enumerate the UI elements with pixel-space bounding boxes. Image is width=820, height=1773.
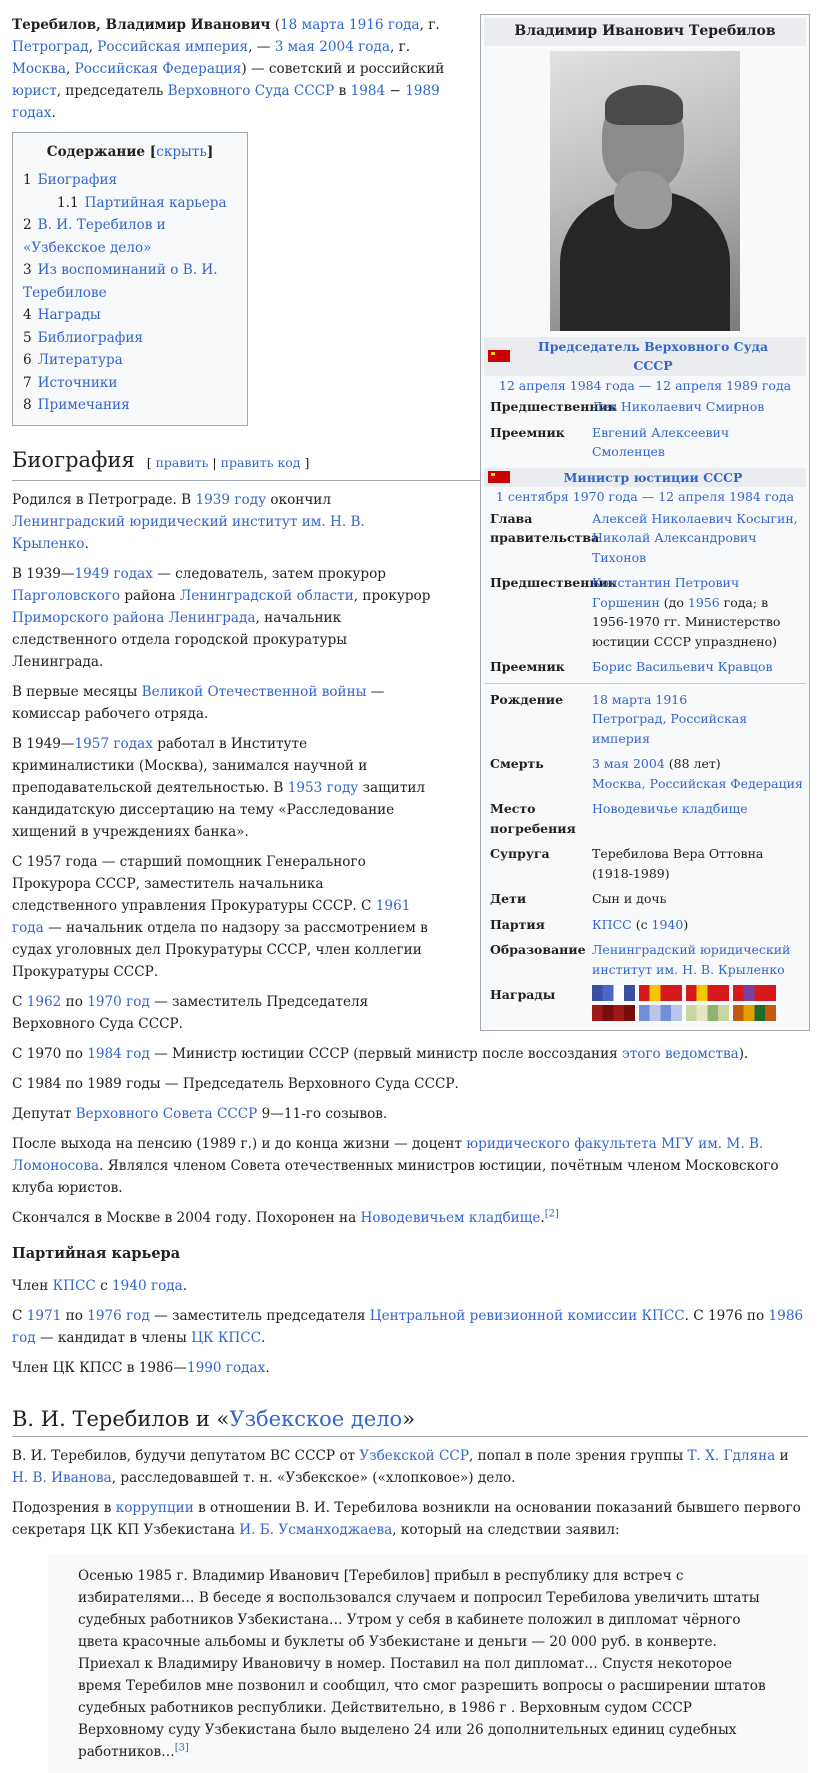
link[interactable]: 1953 году [287, 779, 359, 796]
link[interactable]: этого ведомства [622, 1045, 739, 1062]
award-ribbon-icon[interactable] [639, 1005, 682, 1021]
office-minister-link[interactable]: Министр юстиции СССР [563, 469, 743, 485]
birth-place-link[interactable]: Петроград, Российская империя [592, 711, 748, 746]
paragraph: Депутат Верховного Совета СССР 9—11-го созывов. [12, 1105, 388, 1122]
toc-item-link[interactable]: Библиография [37, 329, 143, 346]
head-of-government-row [484, 509, 806, 568]
spouse-label: Супруга [490, 846, 550, 861]
predecessor-minister-note-2: года; в 1956-1970 гг. Министерство юстиции СССР упразднено) [592, 594, 781, 649]
footnote-ref[interactable]: [3] [174, 1741, 189, 1753]
party-link[interactable]: КПСС [592, 916, 632, 932]
toc-item[interactable] [23, 349, 237, 372]
link[interactable]: Н. В. Иванова [12, 1469, 112, 1486]
edit-link[interactable]: править [155, 454, 209, 470]
birth-country-link[interactable]: Российская империя [97, 39, 249, 55]
toc-item-link[interactable]: Партийная карьера [84, 194, 227, 211]
paragraph: С 1970 по 1984 год — Министр юстиции СССР (первый министр после воссоздания этого ведомства). [12, 1045, 749, 1062]
link[interactable]: 1990 годах [186, 1359, 266, 1376]
toc-item[interactable] [23, 259, 237, 304]
toc-item[interactable] [23, 169, 237, 192]
year-1940-link[interactable]: 1940 [651, 916, 684, 932]
toc-item[interactable] [23, 214, 237, 259]
predecessor-label: Предшественник [490, 399, 617, 414]
successor-minister-row [484, 657, 806, 677]
toc-item[interactable] [23, 394, 237, 417]
link[interactable]: И. Б. Усманходжаева [239, 1521, 393, 1538]
award-ribbon-icon[interactable] [686, 1005, 729, 1021]
toc-item-link[interactable]: Из воспоминаний о В. И. Теребилове [23, 262, 218, 301]
toc-item[interactable] [23, 372, 237, 395]
toc-title: Содержание [скрыть] [46, 144, 214, 160]
lede-paragraph: Теребилов, Владимир Иванович (18 марта 1916 года, г. Петроград, Российская империя, — 3 мая 2004 года, г. Москва, Российская Федерация) — советский и российский юрист, председатель Верховного Суда СССР в 1984 − 1989 годах. [12, 17, 445, 121]
paragraph: Член ЦК КПСС в 1986—1990 годах. [12, 1359, 270, 1376]
link[interactable]: 1962 [26, 993, 62, 1010]
link[interactable]: 1961 года [12, 897, 411, 936]
successor-label: Преемник [490, 424, 565, 440]
death-date-link[interactable]: 3 мая 2004 [592, 756, 665, 771]
link[interactable]: Ленинградской области [179, 587, 354, 604]
award-ribbons [592, 985, 806, 1021]
birth-date-link[interactable]: 18 марта 1916 [592, 691, 688, 707]
toc-item-link[interactable]: Источники [37, 374, 118, 391]
predecessor-link[interactable]: Лев Николаевич Смирнов [592, 399, 765, 414]
spouse-value: Теребилова Вера Оттовна (1918-1989) [592, 846, 764, 881]
party-row [484, 915, 806, 935]
paragraph: Родился в Петрограде. В 1939 году окончил Ленинградский юридический институт им. Н. В. Крыленко. [12, 491, 365, 552]
year-1984-link[interactable]: 1984 [350, 83, 386, 99]
footnote-ref[interactable]: [2] [544, 1207, 559, 1219]
link[interactable]: Центральной ревизионной комиссии КПСС [369, 1307, 685, 1324]
subject-name: Теребилов, Владимир Иванович [12, 17, 271, 33]
death-date-link[interactable]: 3 мая 2004 года [274, 39, 390, 55]
link[interactable]: Приморского района Ленинграда [12, 609, 256, 626]
award-ribbon-icon[interactable] [592, 1005, 635, 1021]
predecessor-minister-label: Предшественник [490, 575, 617, 590]
link[interactable]: коррупции [115, 1499, 194, 1516]
education-label: Образование [490, 942, 586, 957]
toc-item-number: 1.1 [57, 194, 79, 211]
successor-link[interactable]: Евгений Алексеевич Смоленцев [592, 424, 730, 459]
link[interactable]: юридического факультета МГУ им. М. В. Ломоносова [12, 1135, 764, 1174]
head-of-government-label: Глава правительства [490, 510, 600, 545]
toc-item-number: 4 [23, 307, 32, 323]
section-heading-party-career: Партийная карьера [12, 1244, 181, 1262]
burial-link[interactable]: Новодевичье кладбище [592, 801, 748, 816]
education-row [484, 940, 806, 979]
link[interactable]: КПСС [52, 1277, 96, 1294]
predecessor-row [484, 397, 806, 417]
paragraph: Член КПСС с 1940 года. [12, 1277, 188, 1294]
awards-label: Награды [490, 987, 556, 1002]
link[interactable]: Т. Х. Гдляна [687, 1447, 776, 1464]
section-edit-links: [ править | править код ] [146, 454, 310, 470]
children-row [484, 889, 806, 909]
link[interactable]: Узбекской ССР [359, 1447, 469, 1464]
link[interactable]: 1984 год [87, 1045, 150, 1062]
paragraph: С 1957 года — старший помощник Генерального Прокурора СССР, заместитель начальника следственного управления Прокуратуры СССР. С 1961 года — начальник отдела по надзору за рассмотрением в судах уголовных дел Прокуратуры СССР, член коллегии Прокуратуры СССР. [12, 853, 428, 980]
toc-item[interactable] [23, 192, 237, 215]
toc-item[interactable] [23, 327, 237, 350]
awards-row [484, 985, 806, 1021]
spouse-row [484, 844, 806, 883]
infobox-title: Владимир Иванович Теребилов [484, 18, 806, 46]
office-chairman-dates[interactable]: 12 апреля 1984 года — 12 апреля 1989 года [498, 377, 792, 393]
successor-minister-link[interactable]: Борис Васильевич Кравцов [592, 659, 773, 674]
toc-hide-link[interactable]: скрыть [156, 144, 207, 160]
toc-item-number: 6 [23, 352, 32, 368]
toc-item[interactable] [23, 304, 237, 327]
link[interactable]: Верховного Совета СССР [75, 1105, 258, 1122]
toc-item-number: 7 [23, 374, 32, 391]
toc-item-link[interactable]: В. И. Теребилов и «Узбекское дело» [23, 217, 166, 256]
party-close: ) [683, 916, 689, 932]
award-ribbon-icon[interactable] [733, 985, 776, 1001]
portrait-photo[interactable] [550, 51, 740, 331]
toc-item-number: 5 [23, 329, 32, 346]
paragraph: С 1962 по 1970 год — заместитель Председателя Верховного Суда СССР. [12, 993, 369, 1032]
paragraph: В первые месяцы Великой Отечественной войны — комиссар рабочего отряда. [12, 683, 385, 722]
infobox [480, 14, 810, 1031]
paragraph: Подозрения в коррупции в отношении В. И. Теребилова возникли на основании показаний бывшего первого секретаря ЦК КП Узбекистана И. Б. Усманходжаева, который на следствии заявил: [12, 1499, 801, 1538]
toc-item-number: 3 [23, 262, 32, 278]
toc-item-link[interactable]: Примечания [37, 397, 130, 413]
award-ribbon-icon[interactable] [639, 985, 682, 1001]
quote-block [48, 1555, 808, 1773]
link[interactable]: 1939 году [195, 491, 267, 508]
year-1989-link[interactable]: 1989 годах [12, 83, 440, 121]
supreme-court-link[interactable]: Верховного Суда СССР [167, 83, 335, 99]
successor-row [484, 423, 806, 462]
children-value: Сын и дочь [592, 891, 667, 906]
toc-item-number: 1 [23, 172, 32, 188]
children-label: Дети [490, 891, 527, 906]
death-place-link[interactable]: Москва, Российская Федерация [592, 775, 803, 791]
toc-item-link[interactable]: Литература [37, 352, 123, 368]
paragraph: После выхода на пенсию (1989 г.) и до конца жизни — доцент юридического факультета МГУ им. М. В. Ломоносова. Являлся членом Совета отечественных министров юстиции, почётным членом Московского клуба юристов. [12, 1135, 779, 1196]
toc-list [23, 169, 237, 417]
table-of-contents [12, 132, 248, 426]
death-city-link[interactable]: Москва [12, 61, 66, 77]
paragraph: В 1939—1949 годах — следователь, затем прокурор Парголовского района Ленинградской области, прокурор Приморского района Ленинграда, начальник следственного отдела городской прокуратуры Ленинграда. [12, 565, 431, 670]
link[interactable]: 1957 годах [74, 735, 153, 752]
predecessor-minister-row [484, 573, 806, 651]
birth-row [484, 690, 806, 749]
section-heading-uzbek-case: В. И. Теребилов и «Узбекское дело» [12, 1405, 808, 1437]
burial-label: Место погребения [490, 801, 576, 836]
birth-label: Рождение [490, 691, 564, 707]
death-label: Смерть [490, 756, 544, 771]
toc-item-number: 2 [23, 217, 32, 233]
paragraph: С 1971 по 1976 год — заместитель председателя Центральной ревизионной комиссии КПСС. С 1976 по 1986 год — кандидат в члены ЦК КПСС. [12, 1307, 804, 1346]
link[interactable]: 1940 года [112, 1277, 183, 1294]
office-chairman-link[interactable]: Председатель Верховного Суда СССР [537, 338, 769, 373]
death-row [484, 754, 806, 793]
link[interactable]: 1970 год [87, 993, 150, 1010]
quote-text: Осенью 1985 г. Владимир Иванович [Теребилов] прибыл в республику для встреч с избирателями… В беседе я воспользовался случаем и попросил Теребилова увеличить штаты судебных работников Узбекистана… Утром у себя в кабинете положил в дипломат чёрного цвета красочные альбомы и буклеты об Узбекистане и деньги — 20 000 руб. в конверте. Приехал к Владимиру Ивановичу в номер. Поставил на пол дипломат… Спустя некоторое время Теребилов мне позвонил и сообщил, что смог разрешить вопросы о расширении штатов судебных работников республики. Действительно, в 1986 г . Верховным судом СССР Верховному суду Узбекистана было выделено 24 или 26 дополнительных единиц судебных работников… [78, 1567, 766, 1760]
award-ribbon-icon[interactable] [686, 985, 729, 1001]
edit-code-link[interactable]: править код [220, 454, 301, 470]
birth-city-link[interactable]: Петроград [12, 39, 89, 55]
award-ribbon-icon[interactable] [592, 985, 635, 1001]
head-of-government-links[interactable]: Алексей Николаевич Косыгин, Николай Александрович Тихонов [592, 510, 798, 565]
paragraph: Скончался в Москве в 2004 году. Похоронен на Новодевичьем кладбище.[2] [12, 1207, 559, 1226]
link[interactable]: 1976 год [87, 1307, 150, 1324]
link[interactable]: Великой Отечественной войны [141, 683, 367, 700]
party-since: (с [631, 916, 652, 932]
death-country-link[interactable]: Российская Федерация [74, 61, 242, 77]
link[interactable]: Парголовского [12, 587, 121, 604]
toc-item-link[interactable]: Биография [37, 172, 118, 188]
burial-row [484, 799, 806, 838]
link[interactable]: 1971 [26, 1307, 62, 1324]
paragraph: В 1949—1957 годах работал в Институте криминалистики (Москва), занимался научной и преподавательской деятельностью. В 1953 году защитил кандидатскую диссертацию на тему «Расследование хищений в учреждениях банка». [12, 735, 426, 840]
paragraph: В. И. Теребилов, будучи депутатом ВС СССР от Узбекской ССР, попал в поле зрения группы Т. Х. Гдляна и Н. В. Иванова, расследовавшей т. н. «Узбекское» («хлопковое») дело. [12, 1447, 789, 1486]
age-at-death: (88 лет) [664, 756, 721, 771]
link[interactable]: Ленинградский юридический институт им. Н. В. Крыленко [12, 513, 365, 552]
award-ribbon-icon[interactable] [733, 1005, 776, 1021]
toc-item-link[interactable]: Награды [37, 307, 101, 323]
link[interactable]: 1949 годах [74, 565, 153, 582]
link[interactable]: Новодевичьем кладбище [360, 1209, 541, 1226]
birth-date-link[interactable]: 18 марта 1916 года [280, 17, 420, 33]
uzbek-case-link[interactable]: Узбекское дело [229, 1406, 403, 1431]
party-label: Партия [490, 916, 545, 932]
successor-minister-label: Преемник [490, 659, 565, 674]
ussr-flag-icon [488, 350, 510, 362]
office-minister-dates[interactable]: 1 сентября 1970 года — 12 апреля 1984 года [495, 489, 795, 504]
education-link[interactable]: Ленинградский юридический институт им. Н. В. Крыленко [592, 942, 791, 977]
predecessor-minister-link[interactable]: Константин Петрович Горшенин [592, 575, 740, 610]
toc-item-number: 8 [23, 397, 32, 413]
paragraph: С 1984 по 1989 годы — Председатель Верховного Суда СССР. [12, 1075, 459, 1092]
office-minister-header [484, 468, 806, 488]
predecessor-minister-note: (до [659, 594, 688, 610]
office-chairman-header [484, 337, 806, 376]
link[interactable]: ЦК КПСС [191, 1329, 262, 1346]
section-heading-biography: Биография [ править | править код ] [12, 446, 808, 481]
jurist-link[interactable]: юрист [12, 83, 57, 99]
link[interactable]: 1986 год [12, 1307, 804, 1346]
year-1956-link[interactable]: 1956 [687, 594, 720, 610]
ussr-flag-icon [488, 471, 510, 483]
